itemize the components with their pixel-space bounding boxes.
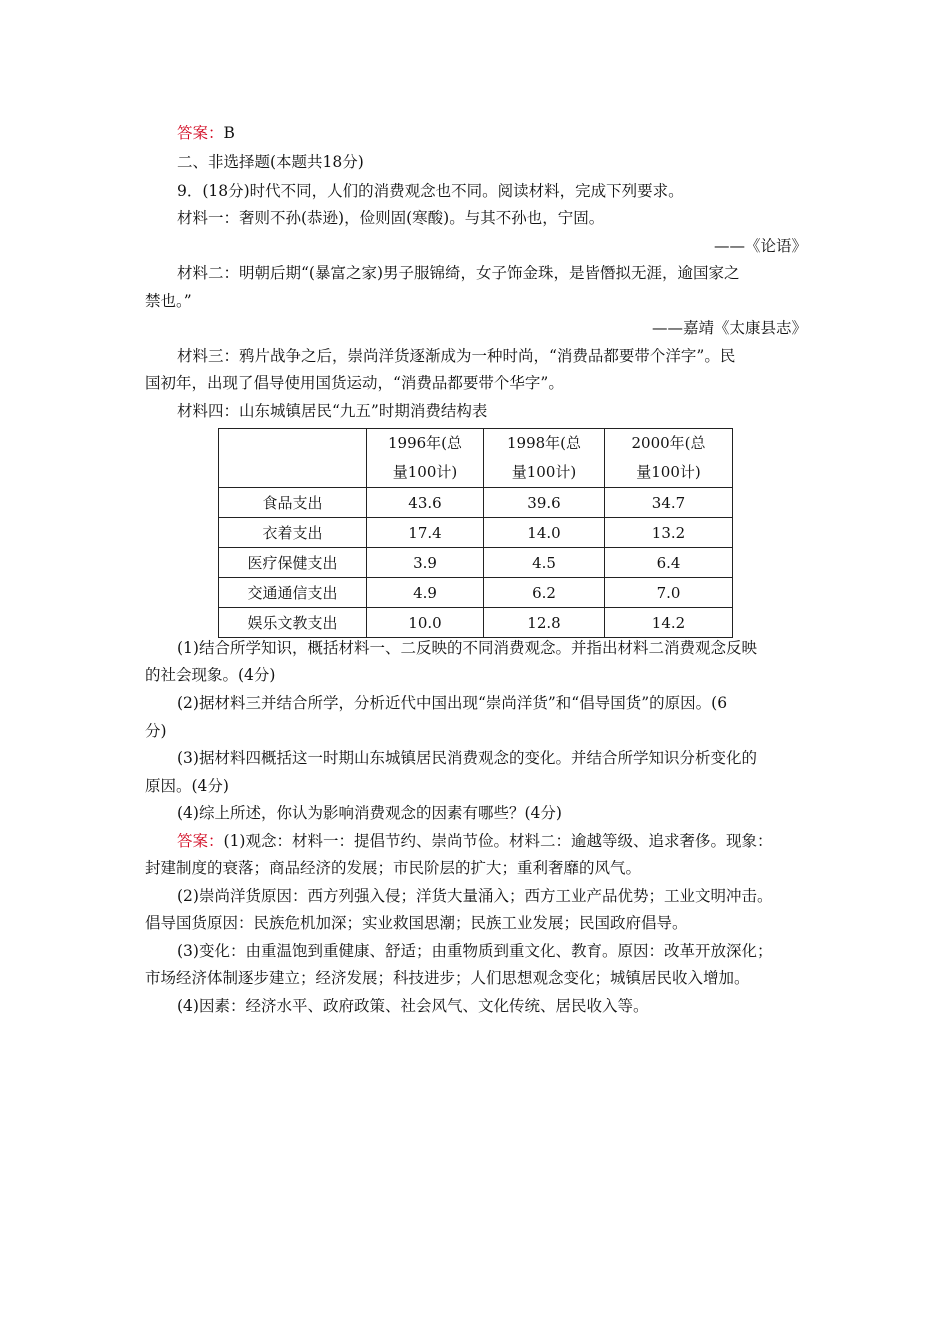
cell-1998: 12.8 xyxy=(484,608,605,638)
cell-1998: 6.2 xyxy=(484,578,605,608)
material-2-source: ——嘉靖《太康县志》 xyxy=(651,319,807,337)
answer-3-line1: (3)变化：由重温饱到重健康、舒适；由重物质到重文化、教育。原因：改革开放深化； xyxy=(177,942,773,960)
material-3-line1: 材料三：鸦片战争之后，崇尚洋货逐渐成为一种时尚，“消费品都要带个洋字”。民 xyxy=(177,347,736,365)
row-label: 食品支出 xyxy=(219,488,367,518)
table-row xyxy=(219,518,733,548)
material-4-title: 材料四：山东城镇居民“九五”时期消费结构表 xyxy=(177,402,488,420)
row-label: 医疗保健支出 xyxy=(219,548,367,578)
material-1-source: ——《论语》 xyxy=(713,237,807,255)
cell-1998: 4.5 xyxy=(484,548,605,578)
cell-2000: 14.2 xyxy=(605,608,733,638)
sub-question-1-line1: (1)结合所学知识，概括材料一、二反映的不同消费观念。并指出材料二消费观念反映 xyxy=(177,639,757,657)
consumption-table xyxy=(218,428,733,638)
cell-2000: 13.2 xyxy=(605,518,733,548)
sub-question-3-line2: 原因。(4分) xyxy=(145,777,229,795)
cell-1998: 14.0 xyxy=(484,518,605,548)
cell-2000: 7.0 xyxy=(605,578,733,608)
cell-1998: 39.6 xyxy=(484,488,605,518)
cell-1996: 43.6 xyxy=(367,488,484,518)
sub-question-2-line2: 分) xyxy=(145,722,167,740)
answer-4: (4)因素：经济水平、政府政策、社会风气、文化传统、居民收入等。 xyxy=(177,997,649,1015)
answer-1-line2: 封建制度的衰落；商品经济的发展；市民阶层的扩大；重利奢靡的风气。 xyxy=(145,859,642,877)
table-row xyxy=(219,608,733,638)
answer-label: 答案： xyxy=(177,832,224,850)
table-row xyxy=(219,548,733,578)
cell-2000: 6.4 xyxy=(605,548,733,578)
table-header-row xyxy=(219,429,733,488)
answer-2-line1: (2)崇尚洋货原因：西方列强入侵；洋货大量涌入；西方工业产品优势；工业文明冲击。 xyxy=(177,887,773,905)
material-3-line2: 国初年，出现了倡导使用国货运动，“消费品都要带个华字”。 xyxy=(145,374,564,392)
previous-answer xyxy=(177,123,807,143)
sub-question-2-line1: (2)据材料三并结合所学，分析近代中国出现“崇尚洋货”和“倡导国货”的原因。(6 xyxy=(177,694,728,712)
sub-question-3-line1: (3)据材料四概括这一时期山东城镇居民消费观念的变化。并结合所学知识分析变化的 xyxy=(177,749,757,767)
cell-1996: 10.0 xyxy=(367,608,484,638)
material-1: 材料一：奢则不孙(恭逊)，俭则固(寒酸)。与其不孙也，宁固。 xyxy=(177,209,605,227)
cell-1996: 3.9 xyxy=(367,548,484,578)
row-label: 娱乐文教支出 xyxy=(219,608,367,638)
answer-value: B xyxy=(223,124,235,142)
cell-2000: 34.7 xyxy=(605,488,733,518)
section-title: 二、非选择题(本题共18分) xyxy=(177,153,364,171)
answer-1-line1: 答案：(1)观念：材料一：提倡节约、崇尚节俭。材料二：逾越等级、追求奢侈。现象： xyxy=(177,832,773,850)
row-label: 衣着支出 xyxy=(219,518,367,548)
header-1996: 1996年(总 量100计) xyxy=(367,429,484,488)
table-row xyxy=(219,578,733,608)
cell-1996: 4.9 xyxy=(367,578,484,608)
answer-label: 答案： xyxy=(177,124,224,142)
row-label: 交通通信支出 xyxy=(219,578,367,608)
answer-3-line2: 市场经济体制逐步建立；经济发展；科技进步；人们思想观念变化；城镇居民收入增加。 xyxy=(145,969,750,987)
sub-question-4: (4)综上所述，你认为影响消费观念的因素有哪些？(4分) xyxy=(177,804,562,822)
table-corner-cell xyxy=(219,429,367,488)
material-2-line1: 材料二：明朝后期“(暴富之家)男子服锦绮，女子饰金珠，是皆僭拟无涯，逾国家之 xyxy=(177,264,740,282)
cell-1996: 17.4 xyxy=(367,518,484,548)
header-1998: 1998年(总 量100计) xyxy=(484,429,605,488)
sub-question-1-line2: 的社会现象。(4分) xyxy=(145,666,276,684)
answer-2-line2: 倡导国货原因：民族危机加深；实业救国思潮；民族工业发展；民国政府倡导。 xyxy=(145,914,688,932)
header-2000: 2000年(总 量100计) xyxy=(605,429,733,488)
question-stem: 9．(18分)时代不同，人们的消费观念也不同。阅读材料，完成下列要求。 xyxy=(177,182,684,200)
material-2-line2: 禁也。” xyxy=(145,292,192,310)
table-row xyxy=(219,488,733,518)
